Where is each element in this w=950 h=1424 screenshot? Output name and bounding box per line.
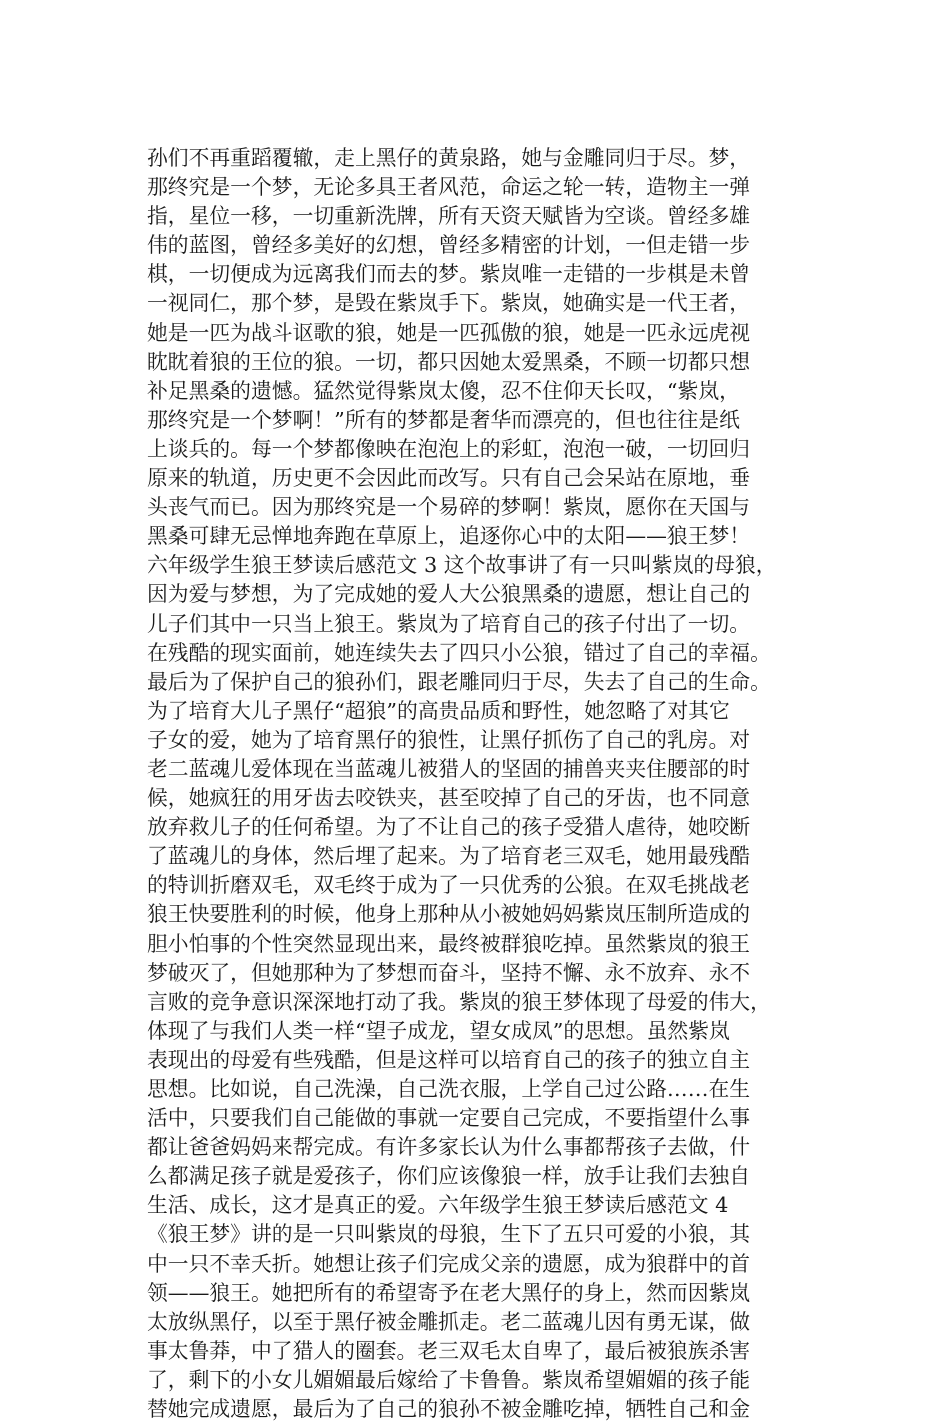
text-line: 她是一匹为战斗讴歌的狼，她是一匹孤傲的狼，她是一匹永远虎视 — [147, 320, 751, 345]
text-line: 子女的爱，她为了培育黑仔的狼性，让黑仔抓伤了自己的乳房。对 — [147, 727, 751, 752]
text-line: 的特训折磨双毛，双毛终于成为了一只优秀的公狼。在双毛挑战老 — [147, 873, 751, 898]
text-line: 放弃救儿子的任何希望。为了不让自己的孩子受猎人虐待，她咬断 — [147, 815, 751, 840]
text-line: 棋，一切便成为远离我们而去的梦。紫岚唯一走错的一步棋是未曾 — [147, 262, 751, 287]
text-line: 领——狼王。她把所有的希望寄予在老大黑仔的身上，然而因紫岚 — [147, 1280, 751, 1305]
text-line: 伟的蓝图，曾经多美好的幻想，曾经多精密的计划，一但走错一步 — [147, 233, 751, 258]
text-line: 太放纵黑仔，以至于黑仔被金雕抓走。老二蓝魂儿因有勇无谋，做 — [147, 1309, 751, 1334]
text-line: 黑桑可肆无忌惮地奔跑在草原上，追逐你心中的太阳——狼王梦！ — [147, 524, 751, 549]
text-line: 么都满足孩子就是爱孩子，你们应该像狼一样，放手让我们去独自 — [147, 1164, 751, 1189]
text-line: 眈眈着狼的王位的狼。一切，都只因她太爱黑桑，不顾一切都只想 — [147, 349, 751, 374]
text-line: 那终究是一个梦，无论多具王者风范，命运之轮一转，造物主一弹 — [147, 175, 751, 200]
text-line: 梦破灭了，但她那种为了梦想而奋斗，坚持不懈、永不放弃、永不 — [147, 960, 751, 985]
text-line: 老二蓝魂儿爱体现在当蓝魂儿被猎人的坚固的捕兽夹夹住腰部的时 — [147, 756, 751, 781]
text-line: 孙们不再重蹈覆辙，走上黑仔的黄泉路，她与金雕同归于尽。梦， — [147, 146, 751, 170]
text-line: 替她完成遗愿，最后为了自己的狼孙不被金雕吃掉，牺牲自己和金 — [147, 1397, 751, 1422]
text-line: 言败的竞争意识深深地打动了我。紫岚的狼王梦体现了母爱的伟大， — [147, 989, 771, 1014]
text-line: 头丧气而已。因为那终究是一个易碎的梦啊！紫岚，愿你在天国与 — [147, 495, 751, 520]
text-line: 六年级学生狼王梦读后感范文 3 这个故事讲了有一只叫紫岚的母狼， — [147, 553, 777, 578]
text-line: 因为爱与梦想，为了完成她的爱人大公狼黑桑的遗愿，想让自己的 — [147, 582, 751, 607]
text-line: 原来的轨道，历史更不会因此而改写。只有自己会呆站在原地，垂 — [147, 466, 751, 491]
text-line: 中一只不幸夭折。她想让孩子们完成父亲的遗愿，成为狼群中的首 — [147, 1251, 751, 1276]
text-line: 《狼王梦》讲的是一只叫紫岚的母狼，生下了五只可爱的小狼，其 — [147, 1222, 751, 1247]
text-line: 事太鲁莽，中了猎人的圈套。老三双毛太自卑了，最后被狼族杀害 — [147, 1338, 751, 1363]
text-line: 都让爸爸妈妈来帮完成。有许多家长认为什么事都帮孩子去做，什 — [147, 1135, 751, 1160]
text-line: 一视同仁，那个梦，是毁在紫岚手下。紫岚，她确实是一代王者， — [147, 291, 751, 316]
text-line: 上谈兵的。每一个梦都像映在泡泡上的彩虹，泡泡一破，一切回归 — [147, 436, 751, 461]
text-line: 活中，只要我们自己能做的事就一定要自己完成，不要指望什么事 — [147, 1106, 751, 1131]
text-line: 儿子们其中一只当上狼王。紫岚为了培育自己的孩子付出了一切。 — [147, 611, 751, 636]
text-line: 那终究是一个梦啊！”所有的梦都是奢华而漂亮的，但也往往是纸 — [147, 407, 740, 432]
text-line: 生活、成长，这才是真正的爱。六年级学生狼王梦读后感范文 4 — [147, 1193, 729, 1218]
body-text — [147, 144, 803, 1424]
text-line: 体现了与我们人类一样“望子成龙，望女成凤”的思想。虽然紫岚 — [147, 1018, 730, 1043]
text-line: 补足黑桑的遗憾。猛然觉得紫岚太傻，忍不住仰天长叹，“紫岚， — [147, 378, 740, 403]
text-line: 了蓝魂儿的身体，然后埋了起来。为了培育老三双毛，她用最残酷 — [147, 844, 751, 869]
text-line: 表现出的母爱有些残酷，但是这样可以培育自己的孩子的独立自主 — [147, 1047, 751, 1072]
text-line: 了，剩下的小女儿媚媚最后嫁给了卡鲁鲁。紫岚希望媚媚的孩子能 — [147, 1367, 751, 1392]
text-line: 候，她疯狂的用牙齿去咬铁夹，甚至咬掉了自己的牙齿，也不同意 — [147, 786, 751, 811]
text-line: 在残酷的现实面前，她连续失去了四只小公狼，错过了自己的幸福。 — [147, 640, 771, 665]
text-line: 胆小怕事的个性突然显现出来，最终被群狼吃掉。虽然紫岚的狼王 — [147, 931, 751, 956]
text-line: 指，星位一移，一切重新洗牌，所有天资天赋皆为空谈。曾经多雄 — [147, 204, 751, 229]
text-line: 为了培育大儿子黑仔“超狼”的高贵品质和野性，她忽略了对其它 — [147, 698, 730, 723]
text-line: 最后为了保护自己的狼孙们，跟老雕同归于尽，失去了自己的生命。 — [147, 669, 771, 694]
text-line: 狼王快要胜利的时候，他身上那种从小被她妈妈紫岚压制所造成的 — [147, 902, 751, 927]
text-line: 思想。比如说，自己洗澡，自己洗衣服，上学自己过公路……在生 — [147, 1077, 751, 1101]
